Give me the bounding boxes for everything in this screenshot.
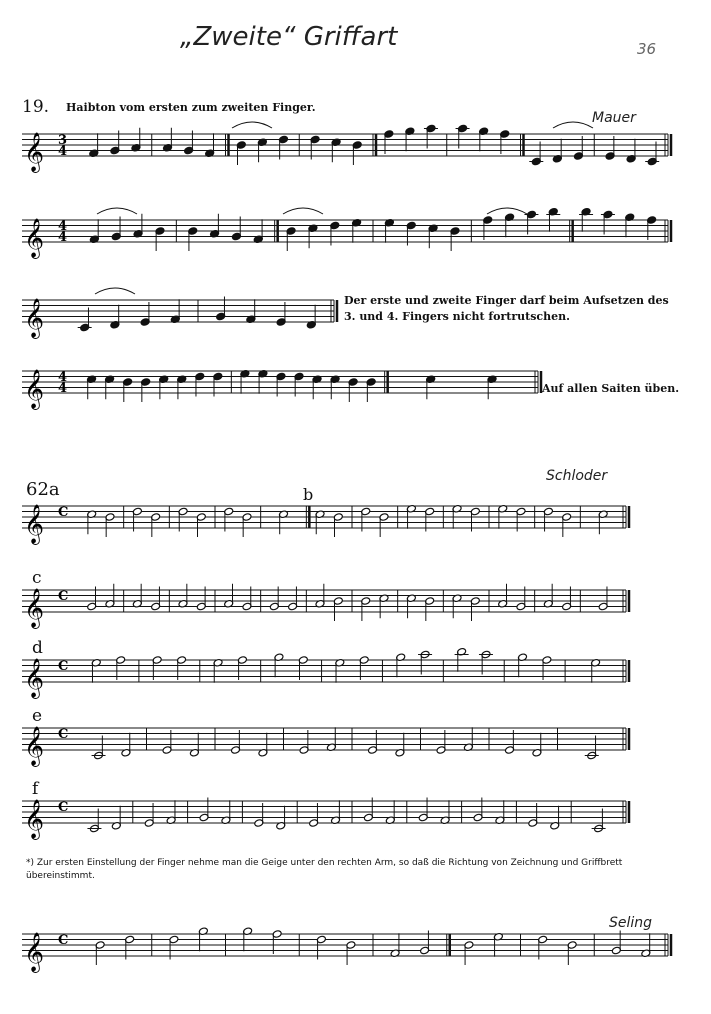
exercise-label-c: c <box>32 568 42 588</box>
exercise-label-f: f <box>32 779 39 799</box>
treble-clef: 𝄞 <box>24 298 45 338</box>
exercise-label-b: b <box>303 485 314 504</box>
time-signature: 4 <box>58 370 68 385</box>
treble-clef: 𝄞 <box>24 132 45 172</box>
time-signature: C <box>58 589 69 604</box>
treble-clef: 𝄞 <box>24 726 45 766</box>
time-signature: 4 <box>58 144 68 159</box>
treble-clef: 𝄞 <box>24 504 45 544</box>
treble-clef: 𝄞 <box>24 369 45 409</box>
exercise-instruction: Der erste und zweite Finger darf beim Aufsetzen des 3. und 4. Fingers nicht fortrutschen. <box>344 294 669 323</box>
time-signature: C <box>58 933 69 948</box>
exercise-label-e: e <box>32 706 43 726</box>
treble-clef: 𝄞 <box>24 799 45 839</box>
time-signature: C <box>58 505 69 520</box>
composer-schloder: Schloder <box>546 468 608 484</box>
page-number: 36 <box>637 40 657 58</box>
slur <box>487 208 527 214</box>
exercise-label-62a: 62a <box>26 479 60 500</box>
time-signature: 4 <box>58 381 68 396</box>
treble-clef: 𝄞 <box>24 588 45 628</box>
exercise-number: 19. <box>22 97 50 117</box>
exercise-label-d: d <box>32 638 43 658</box>
composer-mauer: Mauer <box>592 110 636 126</box>
time-signature: C <box>58 659 69 674</box>
time-signature: 4 <box>58 219 68 234</box>
slur <box>283 208 323 214</box>
treble-clef: 𝄞 <box>24 218 45 258</box>
slur <box>553 122 593 128</box>
time-signature: C <box>58 800 69 815</box>
slur <box>97 208 137 214</box>
treble-clef: 𝄞 <box>24 658 45 698</box>
time-signature: 4 <box>58 230 68 245</box>
footnote: *) Zur ersten Einstellung der Finger nehme man die Geige unter den rechten Arm, so daß die Richtung von Zeichnung und Griffbrett übereinstimmt. <box>26 858 623 881</box>
time-signature: C <box>58 727 69 742</box>
exercise-heading: Haibton vom ersten zum zweiten Finger. <box>66 101 316 114</box>
composer-seling: Seling <box>609 915 653 931</box>
time-signature: 3 <box>58 133 68 148</box>
treble-clef: 𝄞 <box>24 932 45 972</box>
slur <box>232 122 272 128</box>
page-title: „Zweite“ Griffart <box>180 22 398 52</box>
slur <box>95 288 135 294</box>
exercise-instruction-2: Auf allen Saiten üben. <box>542 382 680 395</box>
